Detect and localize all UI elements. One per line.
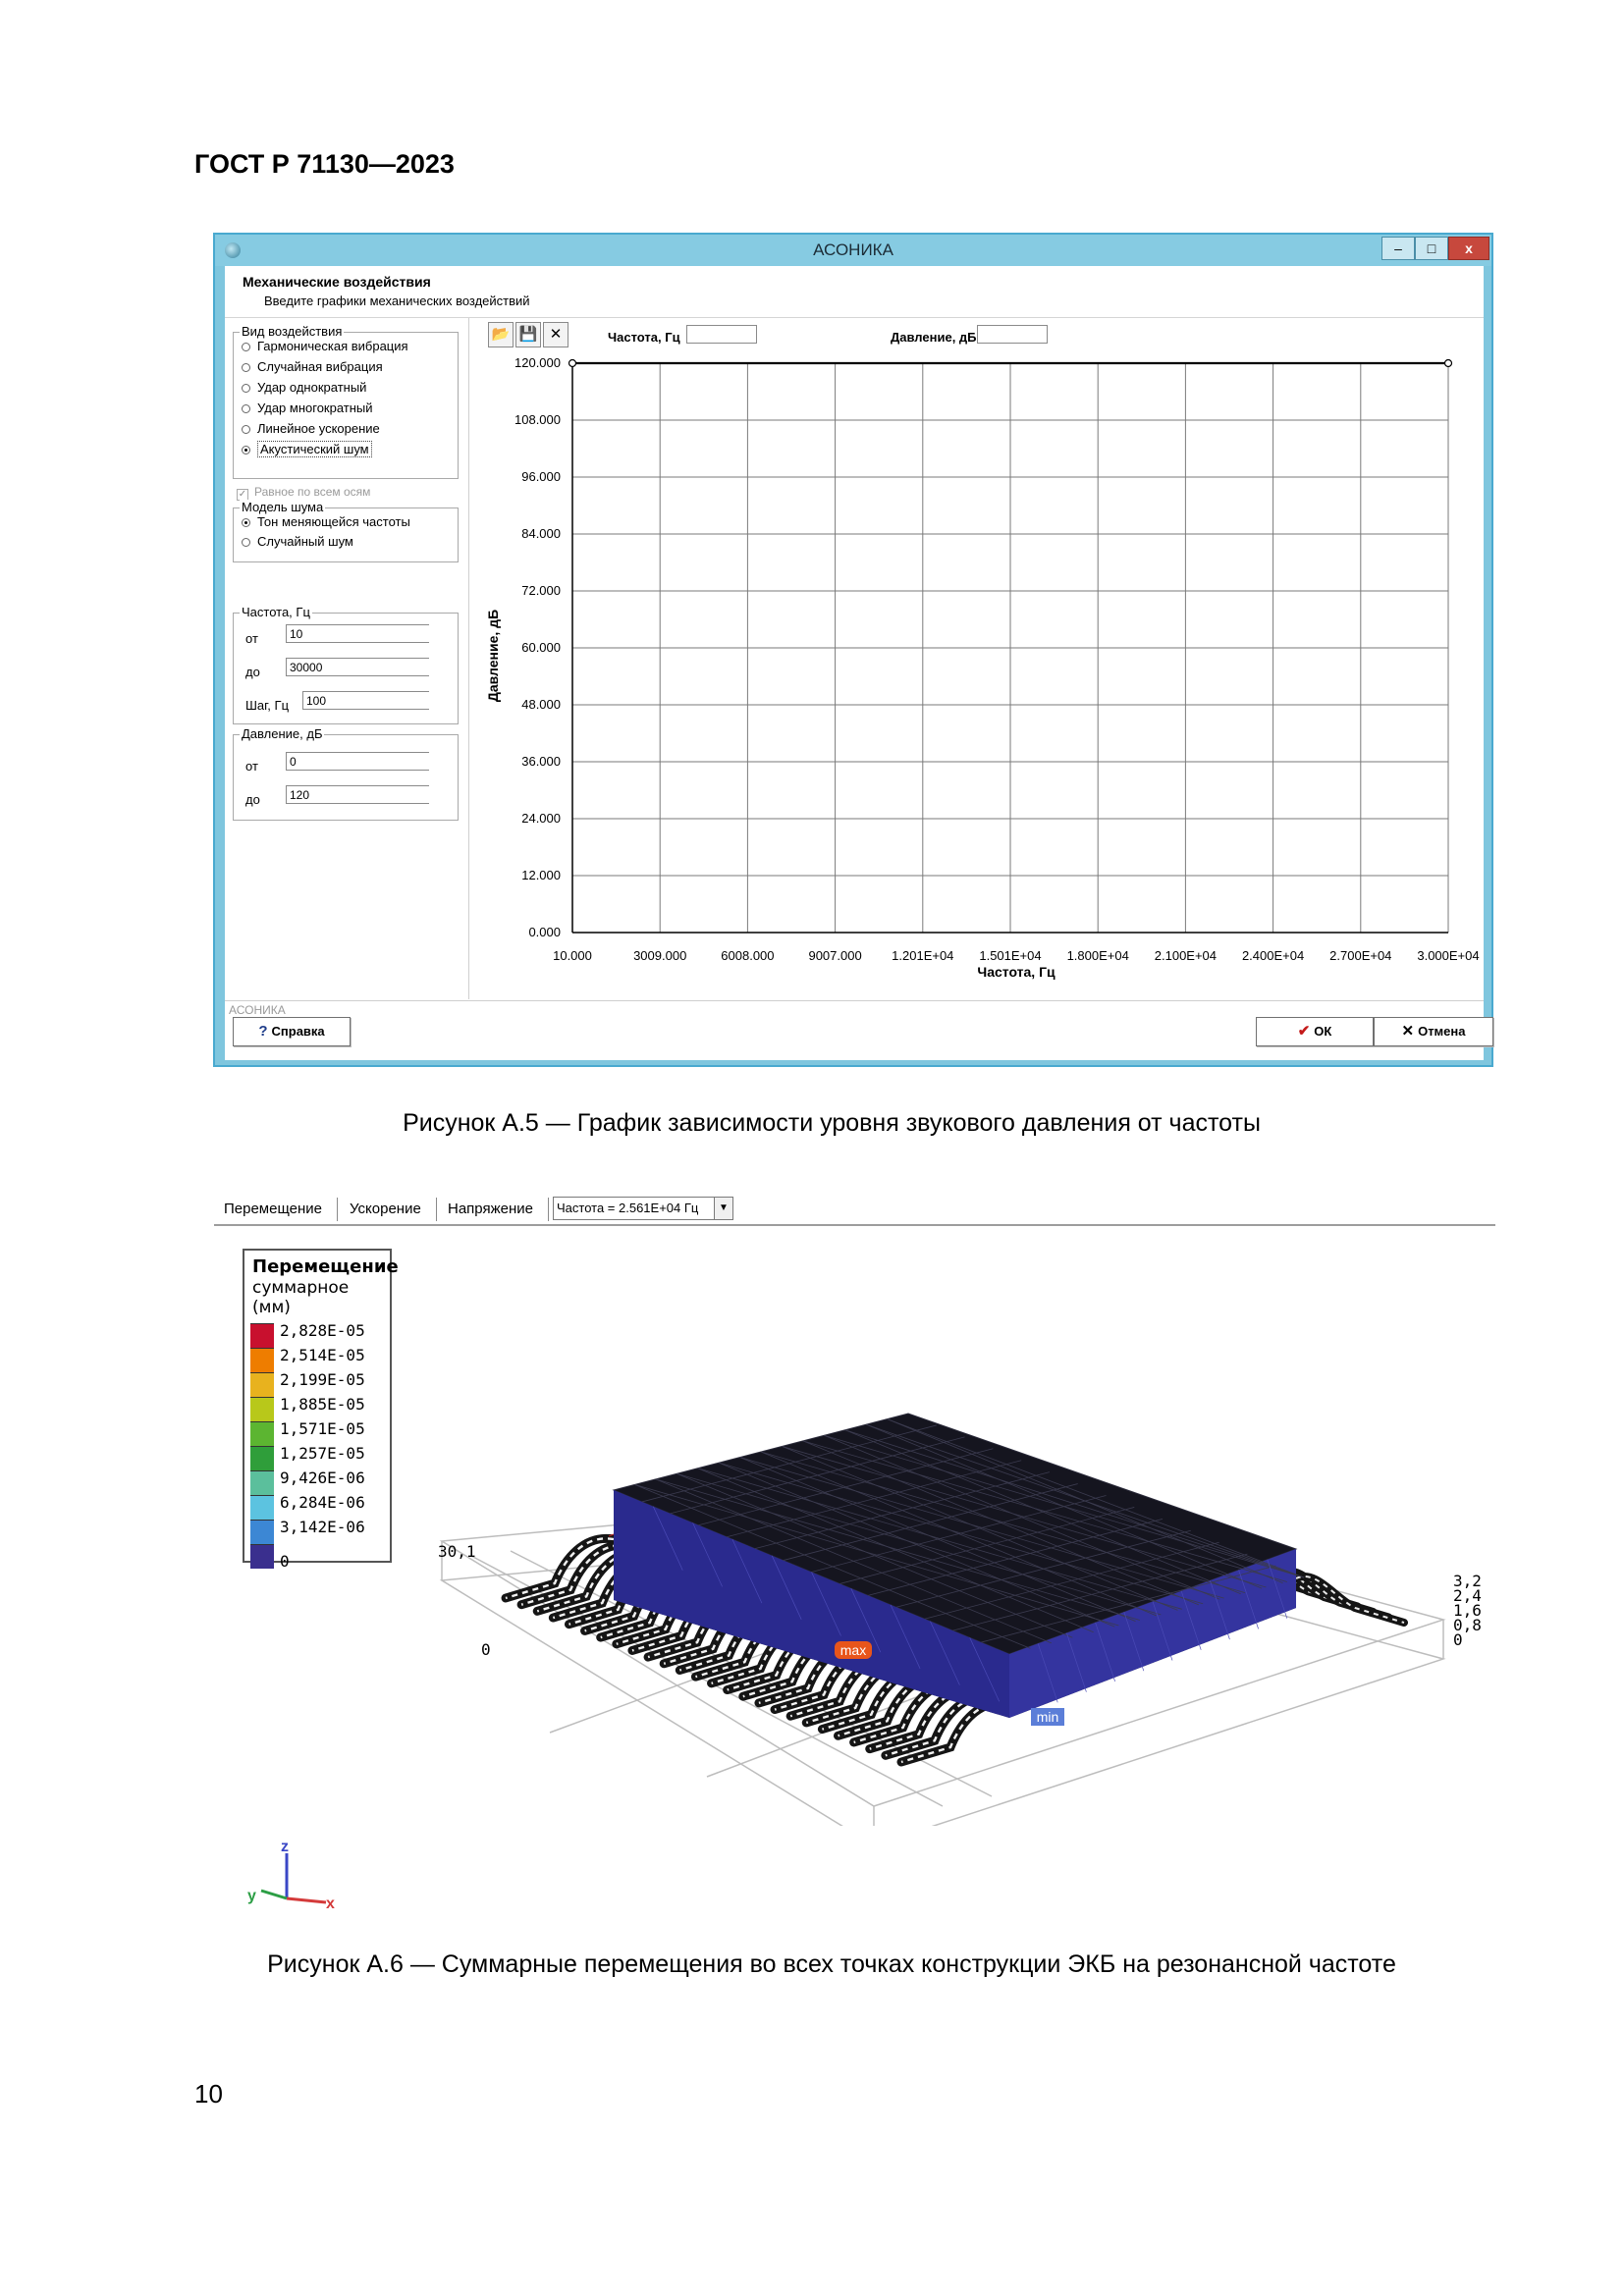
right-axis-tick-label: 2,4	[1453, 1586, 1482, 1605]
toolbar-frequency-label: Частота, Гц	[608, 330, 680, 345]
radio-button-icon	[242, 343, 250, 351]
legend-value: 2,199E-05	[280, 1370, 365, 1389]
minimize-icon: –	[1394, 240, 1402, 256]
pressure-group	[233, 726, 459, 821]
legend-value: 6,284E-06	[280, 1493, 365, 1512]
legend-swatch	[250, 1397, 274, 1421]
tab-divider	[548, 1198, 549, 1221]
toolbar-pressure-label: Давление, дБ	[891, 330, 977, 345]
impact-type-option-label: Удар многократный	[257, 400, 373, 415]
legend-swatch	[250, 1372, 274, 1397]
min-label: min	[1036, 1709, 1059, 1725]
impact-type-option-5[interactable]	[242, 442, 372, 456]
radio-button-icon	[242, 538, 250, 547]
legend-entry	[250, 1495, 388, 1520]
impact-type-option-1[interactable]	[242, 359, 383, 374]
impact-type-option-label: Удар однократный	[257, 380, 367, 395]
dialog-title: Механические воздействия	[243, 274, 431, 290]
impact-type-group	[233, 324, 459, 479]
x-tick-label: 3009.000	[633, 948, 687, 963]
result-tabs	[214, 1195, 1495, 1226]
noise-model-option-0[interactable]	[242, 514, 410, 529]
y-tick-label: 84.000	[521, 526, 561, 541]
y-tick-label: 24.000	[521, 811, 561, 826]
x-tick-label: 10.000	[553, 948, 592, 963]
legend-value: 1,257E-05	[280, 1444, 365, 1463]
folder-open-icon: 📂	[491, 326, 511, 343]
settings-panel	[225, 318, 469, 999]
legend-value: 2,828E-05	[280, 1321, 365, 1340]
pressure-to-input[interactable]: 120	[286, 785, 429, 804]
checkbox-checkmark-icon: ✓	[238, 489, 247, 500]
frequency-select-value: Частота = 2.561E+04 Гц	[557, 1201, 699, 1215]
pressure-group-title: Давление, дБ	[242, 726, 323, 741]
legend-swatch	[250, 1520, 274, 1544]
figure-a6-caption: Рисунок А.6 — Суммарные перемещения во всех точках конструкции ЭКБ на резонансной частоте	[267, 1950, 1396, 1978]
frequency-group-title: Частота, Гц	[242, 605, 310, 619]
legend-value: 3,142E-06	[280, 1518, 365, 1536]
impact-type-option-3[interactable]	[242, 400, 373, 415]
equal-axes-label: Равное по всем осям	[254, 485, 371, 499]
legend-swatch	[250, 1348, 274, 1372]
legend-entry	[250, 1520, 388, 1544]
freq-from-input[interactable]: 10	[286, 624, 429, 643]
footer-brand: АСОНИКА	[229, 1003, 286, 1017]
max-label: max	[839, 1642, 867, 1658]
displacement-legend	[243, 1249, 399, 1571]
impact-type-option-label: Линейное ускорение	[257, 421, 380, 436]
legend-swatch	[250, 1323, 274, 1348]
standard-header: ГОСТ Р 71130—2023	[194, 149, 455, 179]
pressure-from-input[interactable]: 0	[286, 752, 429, 771]
noise-model-option-1[interactable]	[242, 534, 353, 549]
legend-value: 9,426E-06	[280, 1468, 365, 1487]
pressure-to-label: до	[245, 792, 260, 807]
legend-entry	[250, 1397, 388, 1421]
delete-button[interactable]	[543, 322, 568, 347]
freq-from-label: от	[245, 631, 258, 646]
legend-entry	[250, 1544, 388, 1569]
equal-axes-checkbox[interactable]	[237, 485, 370, 501]
legend-subtitle: суммарное	[252, 1278, 350, 1298]
window-client	[225, 266, 1484, 1059]
y-tick-label: 36.000	[521, 754, 561, 769]
toolbar-pressure-input[interactable]	[977, 325, 1048, 344]
ok-button[interactable]	[1256, 1017, 1374, 1046]
legend-value: 1,885E-05	[280, 1395, 365, 1414]
triad-z-label: z	[281, 1840, 289, 1855]
frequency-select[interactable]	[553, 1197, 733, 1220]
min-marker	[1031, 1708, 1064, 1726]
radio-button-icon	[242, 384, 250, 393]
impact-type-option-label: Гармоническая вибрация	[257, 339, 408, 353]
close-icon: x	[1465, 240, 1473, 256]
x-tick-label: 3.000E+04	[1417, 948, 1480, 963]
pressure-from-label: от	[245, 759, 258, 774]
impact-type-option-label: Акустический шум	[257, 441, 372, 457]
freq-to-label: до	[245, 665, 260, 679]
maximize-icon: □	[1427, 240, 1436, 256]
toolbar-frequency-input[interactable]	[686, 325, 757, 344]
freq-step-input[interactable]: 100	[302, 691, 429, 710]
open-button[interactable]	[488, 322, 514, 347]
cancel-button[interactable]	[1374, 1017, 1493, 1046]
x-tick-label: 2.700E+04	[1329, 948, 1392, 963]
fem-model-view[interactable]	[412, 1394, 1502, 1826]
tab-divider	[337, 1198, 338, 1221]
noise-model-group	[233, 500, 459, 562]
dialog-footer	[225, 1000, 1484, 1060]
save-icon: 💾	[518, 326, 538, 343]
pressure-frequency-chart[interactable]	[478, 353, 1480, 997]
maximize-button[interactable]	[1415, 237, 1448, 260]
minimize-button[interactable]	[1381, 237, 1415, 260]
y-tick-label: 60.000	[521, 640, 561, 655]
app-window	[213, 233, 1493, 1067]
left-top-axis-label: 30,1	[438, 1542, 476, 1561]
impact-type-option-label: Случайная вибрация	[257, 359, 383, 374]
cancel-button-label: Отмена	[1418, 1024, 1466, 1039]
x-tick-label: 2.400E+04	[1241, 948, 1305, 963]
window-titlebar	[215, 235, 1491, 266]
save-button[interactable]	[515, 322, 541, 347]
radio-button-icon	[242, 446, 250, 454]
legend-swatch	[250, 1495, 274, 1520]
impact-type-option-4[interactable]	[242, 421, 380, 436]
legend-value: 0	[280, 1552, 290, 1571]
tab-acceleration[interactable]: Ускорение	[350, 1201, 421, 1217]
delete-icon: ✕	[549, 326, 563, 343]
right-axis-tick-label: 0	[1453, 1630, 1463, 1649]
page-number: 10	[194, 2079, 223, 2109]
series-point[interactable]	[569, 360, 576, 367]
y-tick-label: 72.000	[521, 583, 561, 598]
legend-title: Перемещение	[252, 1256, 399, 1277]
question-icon: ?	[258, 1023, 268, 1040]
x-tick-label: 9007.000	[808, 948, 862, 963]
triad-x-label: x	[326, 1896, 335, 1912]
legend-entry	[250, 1323, 388, 1348]
chart-panel	[478, 318, 1482, 999]
x-tick-label: 6008.000	[721, 948, 775, 963]
legend-entry	[250, 1421, 388, 1446]
left-zero-axis-label: 0	[481, 1640, 491, 1659]
ok-button-label: ОК	[1314, 1024, 1332, 1039]
legend-swatch	[250, 1421, 274, 1446]
impact-type-option-2[interactable]	[242, 380, 366, 395]
right-axis-tick-label: 1,6	[1453, 1601, 1482, 1620]
freq-step-label: Шаг, Гц	[245, 698, 290, 713]
x-tick-label: 1.800E+04	[1066, 948, 1129, 963]
y-axis-label: Давление, дБ	[485, 609, 501, 703]
impact-type-title: Вид воздействия	[242, 324, 343, 339]
tab-divider	[436, 1198, 437, 1221]
x-tick-label: 1.501E+04	[979, 948, 1042, 963]
legend-entry	[250, 1372, 388, 1397]
window-title: АСОНИКА	[813, 240, 893, 259]
cancel-x-icon: ✕	[1401, 1023, 1415, 1040]
dropdown-arrow-icon[interactable]: ▼	[714, 1198, 732, 1219]
frequency-group	[233, 605, 459, 724]
series-point[interactable]	[1445, 360, 1452, 367]
y-tick-label: 48.000	[521, 697, 561, 712]
legend-value: 2,514E-05	[280, 1346, 365, 1364]
tab-displacement[interactable]: Перемещение	[224, 1201, 322, 1217]
help-button-label: Справка	[271, 1024, 325, 1039]
radio-button-icon	[242, 518, 250, 527]
tab-stress[interactable]: Напряжение	[448, 1201, 533, 1217]
y-tick-label: 12.000	[521, 868, 561, 882]
x-tick-label: 1.201E+04	[892, 948, 954, 963]
y-tick-label: 0.000	[528, 925, 561, 939]
radio-button-icon	[242, 404, 250, 413]
legend-swatch	[250, 1544, 274, 1569]
legend-swatch	[250, 1446, 274, 1470]
help-button[interactable]	[233, 1017, 351, 1046]
dialog-header	[225, 266, 1484, 318]
noise-model-title: Модель шума	[242, 500, 324, 514]
right-axis-tick-label: 0,8	[1453, 1616, 1482, 1634]
checkmark-icon: ✔	[1297, 1023, 1311, 1040]
legend-unit: (мм)	[252, 1298, 291, 1317]
legend-entry	[250, 1446, 388, 1470]
legend-value: 1,571E-05	[280, 1419, 365, 1438]
noise-model-option-label: Тон меняющейся частоты	[257, 514, 410, 529]
axis-triad	[240, 1840, 348, 1918]
triad-y-label: y	[247, 1888, 256, 1904]
dialog-subtitle: Введите графики механических воздействий	[264, 294, 530, 308]
noise-model-option-label: Случайный шум	[257, 534, 353, 549]
y-tick-label: 96.000	[521, 469, 561, 484]
right-axis-tick-label: 3,2	[1453, 1572, 1482, 1590]
close-button[interactable]	[1448, 237, 1489, 260]
x-tick-label: 2.100E+04	[1154, 948, 1218, 963]
freq-to-input[interactable]: 30000	[286, 658, 429, 676]
radio-button-icon	[242, 425, 250, 434]
impact-type-option-0[interactable]	[242, 339, 408, 353]
legend-swatch	[250, 1470, 274, 1495]
x-axis-label: Частота, Гц	[977, 964, 1056, 980]
max-marker	[835, 1641, 872, 1659]
figure-a5-caption: Рисунок А.5 — График зависимости уровня звукового давления от частоты	[403, 1109, 1261, 1137]
legend-entry	[250, 1470, 388, 1495]
radio-button-icon	[242, 363, 250, 372]
y-tick-label: 120.000	[514, 355, 561, 370]
legend-entry	[250, 1348, 388, 1372]
y-tick-label: 108.000	[514, 412, 561, 427]
